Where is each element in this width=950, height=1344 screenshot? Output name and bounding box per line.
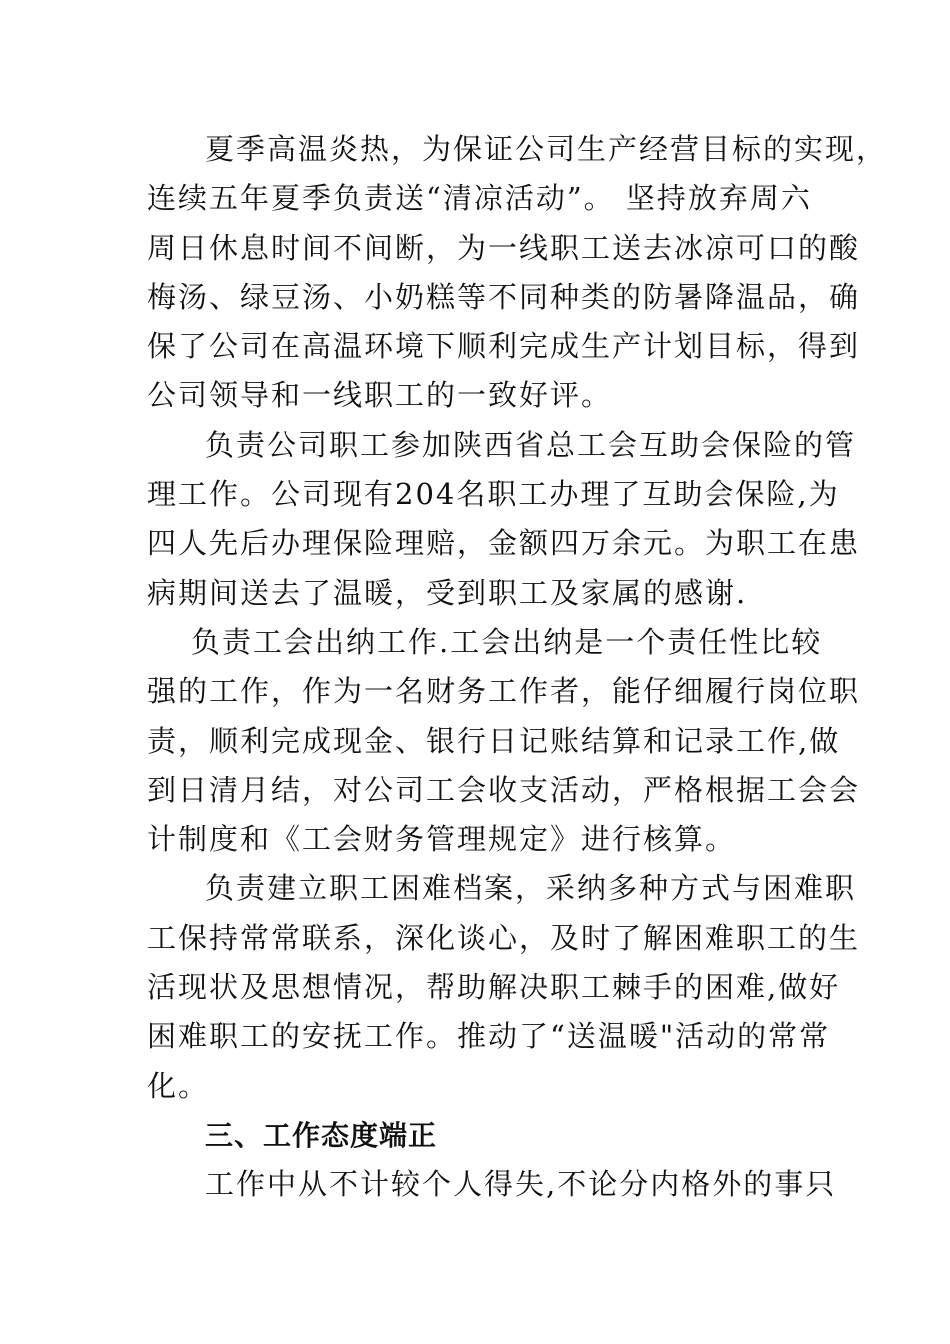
paragraph-line: 负责建立职工困难档案，采纳多种方式与困难职 — [205, 871, 857, 906]
paragraph-line: 公司领导和一线职工的一致好评。 — [147, 378, 613, 413]
paragraph-line: 工保持常常联系，深化谈心，及时了解困难职工的生 — [147, 920, 861, 955]
paragraph-line: 强的工作，作为一名财务工作者，能仔细履行岗位职 — [147, 674, 861, 709]
paragraph-line: 负责工会出纳工作.工会出纳是一个责任性比较 — [191, 624, 823, 659]
paragraph-line: 责，顺利完成现金、银行日记账结算和记录工作,做 — [147, 723, 841, 758]
paragraph-line: 四人先后办理保险理赔，金额四万余元。为职工在患 — [147, 526, 861, 561]
paragraph-line: 负责公司职工参加陕西省总工会互助会保险的管 — [205, 427, 857, 462]
paragraph-line: 理工作。公司现有204名职工办理了互助会保险,为 — [147, 477, 840, 512]
paragraph-line: 保了公司在高温环境下顺利完成生产计划目标，得到 — [147, 329, 861, 364]
document-body — [147, 125, 888, 1210]
paragraph-line: 到日清月结，对公司工会收支活动，严格根据工会会 — [147, 772, 861, 807]
paragraph-line: 困难职工的安抚工作。推动了“送温暖"活动的常常 — [147, 1019, 831, 1054]
section-heading: 三、工作态度端正 — [205, 1118, 438, 1152]
paragraph-line: 计制度和《工会财务管理规定》进行核算。 — [147, 822, 737, 857]
paragraph-line: 连续五年夏季负责送“清凉活动”。 坚持放弃周六 — [147, 181, 812, 216]
paragraph-line: 梅汤、绿豆汤、小奶糕等不同种类的防暑降温品，确 — [147, 279, 861, 314]
paragraph-line: 化。 — [147, 1068, 210, 1103]
paragraph-line: 周日休息时间不间断，为一线职工送去冰凉可口的酸 — [147, 230, 861, 265]
paragraph-line: 活现状及思想情况，帮助解决职工棘手的困难,做好 — [147, 970, 841, 1005]
paragraph-line: 工作中从不计较个人得失,不论分内格外的事只 — [205, 1167, 837, 1202]
paragraph-line: 夏季高温炎热，为保证公司生产经营目标的实现， — [205, 132, 888, 166]
paragraph-line: 病期间送去了温暖，受到职工及家属的感谢. — [147, 575, 748, 610]
